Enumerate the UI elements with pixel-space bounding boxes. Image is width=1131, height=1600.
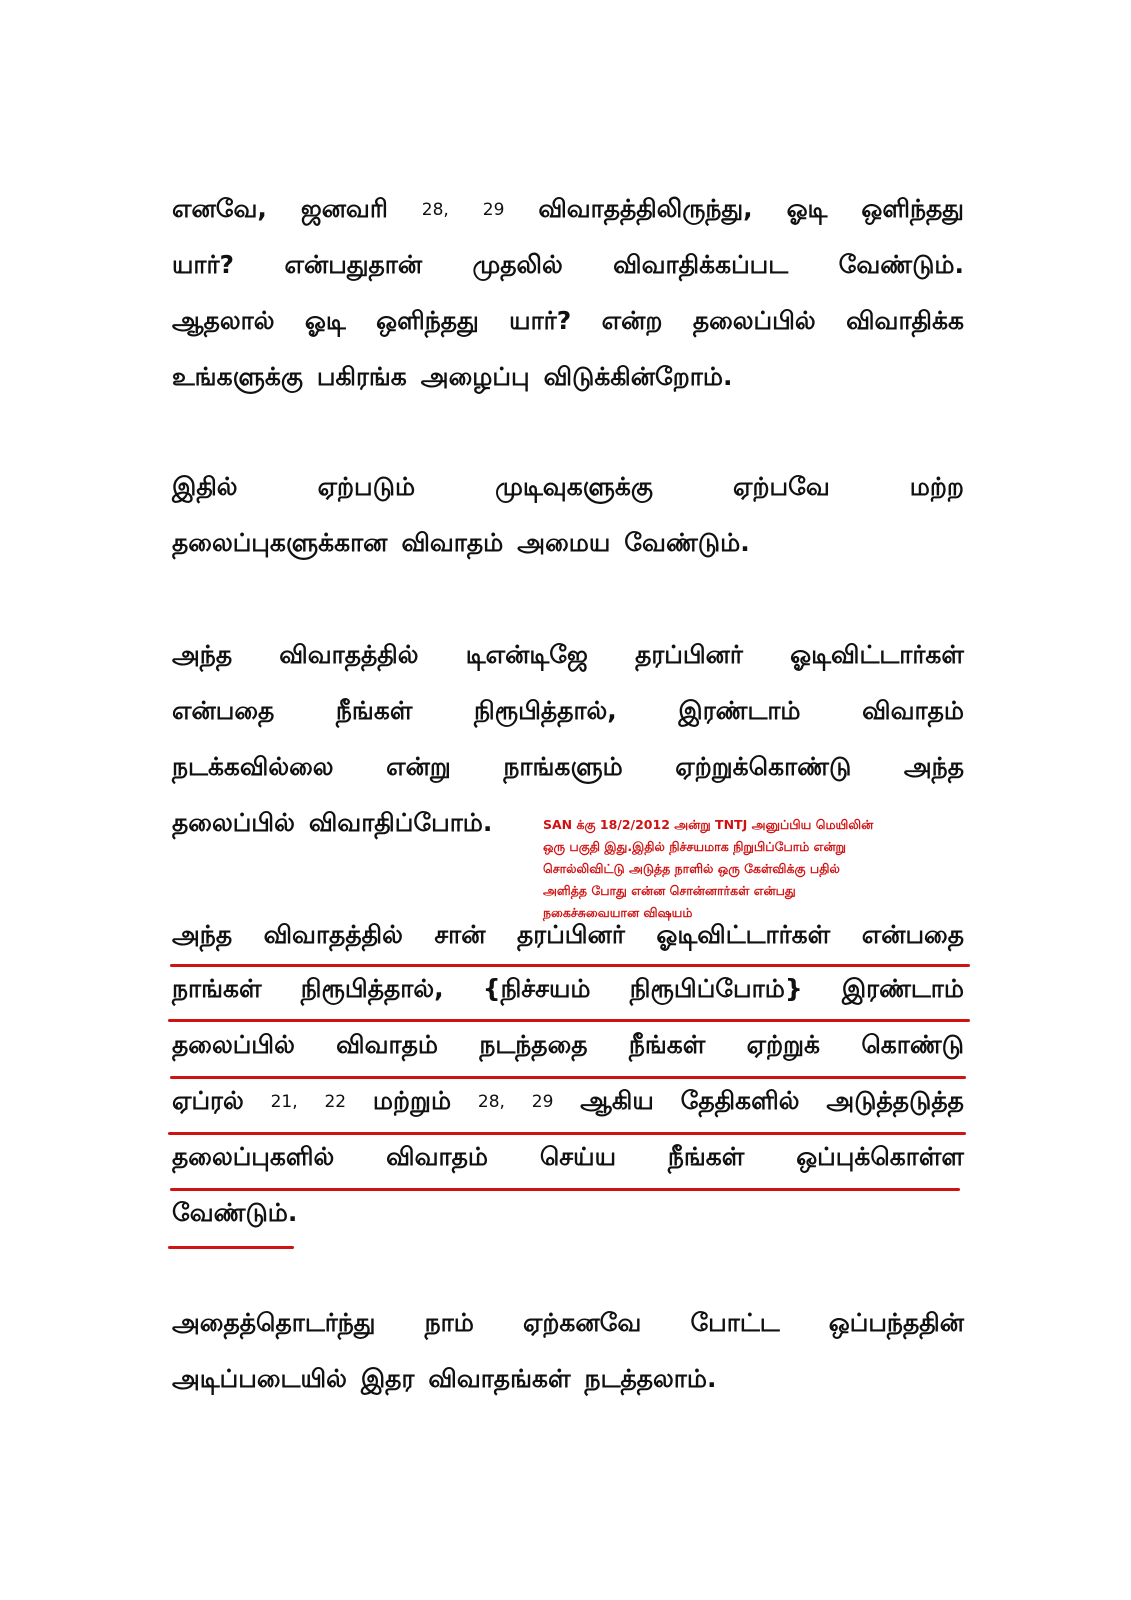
word: ஒளிந்தது	[376, 305, 479, 335]
word: விவாதிப்போம்.	[308, 807, 493, 837]
paragraph-2-line-2	[172, 522, 964, 566]
word: தரப்பினர்	[517, 919, 625, 949]
word: ஒளிந்தது	[861, 193, 964, 223]
red-underline	[170, 964, 970, 967]
word: நிரூபித்தால்,	[473, 695, 617, 725]
paragraph-5-line-2	[172, 1358, 964, 1402]
word: ஏற்பவே	[733, 471, 830, 501]
word: நிரூபிப்போம்}	[629, 973, 803, 1003]
paragraph-4-line-6	[172, 1192, 372, 1236]
word: அந்த	[903, 751, 964, 781]
paragraph-1-line-2	[172, 244, 964, 288]
word: நீங்கள்	[335, 695, 413, 725]
word: வேண்டும்.	[172, 1197, 298, 1227]
paragraph-4-line-5	[172, 1136, 964, 1180]
word: டிஎன்டிஜே	[465, 639, 588, 669]
word: விவாதத்தில்	[263, 919, 403, 949]
word: ஜனவரி	[300, 193, 388, 223]
word: என்று	[386, 751, 451, 781]
word: தலைப்பில்	[172, 807, 295, 837]
number: 22	[324, 1092, 347, 1112]
word: விவாதம்	[386, 1141, 488, 1171]
word: வேண்டும்.	[838, 249, 964, 279]
paragraph-3-line-1	[172, 634, 964, 678]
word: நீங்கள்	[667, 1141, 745, 1171]
word: இதில்	[172, 471, 238, 501]
word: அமைய	[517, 527, 611, 557]
word: ஓடிவிட்டார்கள்	[656, 919, 831, 949]
paragraph-3-line-4	[172, 802, 512, 846]
word: யார்?	[172, 249, 235, 279]
word: விவாதத்திலிருந்து,	[538, 193, 753, 223]
word: தலைப்புகளில்	[172, 1141, 335, 1171]
word: விவாதிக்க	[846, 305, 964, 335]
word: விவாதிக்கப்பட	[613, 249, 789, 279]
word: முதலில்	[472, 249, 563, 279]
word: இரண்டாம்	[678, 695, 801, 725]
word: தலைப்புகளுக்கான	[172, 527, 388, 557]
paragraph-4-line-3	[172, 1024, 964, 1068]
annotation-line: நகைச்சுவையான விஷயம்	[543, 905, 693, 920]
word: நாங்கள்	[172, 973, 262, 1003]
paragraph-2-line-1	[172, 466, 964, 510]
word: கொண்டு	[861, 1029, 964, 1059]
word: ஏற்றுக்கொண்டு	[675, 751, 852, 781]
word: ஏற்கனவே	[522, 1307, 642, 1337]
word: அந்த	[172, 919, 233, 949]
word: ஒப்புக்கொள்ள	[796, 1141, 964, 1171]
word: போட்ட	[690, 1307, 780, 1337]
word: நிரூபித்தால்,	[300, 973, 444, 1003]
word: ஒப்பந்ததின்	[828, 1307, 964, 1337]
word: சான்	[434, 919, 486, 949]
red-underline	[168, 1246, 294, 1249]
word: அடிப்படையில்	[172, 1363, 347, 1393]
word: ஆகிய	[580, 1085, 654, 1115]
word: உங்களுக்கு	[172, 361, 303, 391]
paragraph-1-line-3	[172, 300, 964, 344]
annotation-line: SAN க்கு 18/2/2012 அன்று TNTJ அனுப்பிய மெயிலின்	[543, 817, 874, 832]
word: ஓடி	[786, 193, 828, 223]
red-underline	[170, 1188, 960, 1191]
word: என்பதை	[172, 695, 275, 725]
word: ஏற்படும்	[317, 471, 416, 501]
word: ஆதலால்	[172, 305, 275, 335]
word: நீங்கள்	[628, 1029, 706, 1059]
number: 21,	[270, 1092, 298, 1112]
word: ஓடி	[304, 305, 346, 335]
word: தலைப்பில்	[172, 1029, 295, 1059]
word: ஓடிவிட்டார்கள்	[790, 639, 964, 669]
annotation-line: ஒரு பகுதி இது.இதில் நிச்சயமாக நிறுபிப்போம் என்று	[543, 839, 847, 854]
word: என்பதுதான்	[284, 249, 423, 279]
word: ஏற்றுக்	[746, 1029, 820, 1059]
word: பகிரங்க	[316, 361, 407, 391]
number: 28,	[477, 1092, 505, 1112]
number: 29	[482, 200, 505, 220]
word: அழைப்பு	[420, 361, 530, 391]
number: 29	[531, 1092, 554, 1112]
paragraph-4-line-4	[172, 1080, 964, 1124]
word: விடுக்கின்றோம்.	[543, 361, 733, 391]
word: தலைப்பில்	[692, 305, 816, 335]
word: நாம்	[424, 1307, 474, 1337]
word: {நிச்சயம்	[482, 973, 591, 1003]
word: மற்றும்	[372, 1085, 452, 1115]
word: முடிவுகளுக்கு	[495, 471, 653, 501]
word: விவாதம்	[401, 527, 504, 557]
word: தேதிகளில்	[680, 1085, 800, 1115]
word: அடுத்தடுத்த	[826, 1085, 964, 1115]
word: என்பதை	[861, 919, 964, 949]
paragraph-3-line-3	[172, 746, 964, 790]
word: நடந்ததை	[479, 1029, 588, 1059]
word: மற்ற	[909, 471, 964, 501]
word: அதைத்தொடர்ந்து	[172, 1307, 376, 1337]
paragraph-3-line-2	[172, 690, 964, 734]
paragraph-5-line-1	[172, 1302, 964, 1346]
paragraph-4-line-2	[172, 968, 964, 1012]
word: இரண்டாம்	[841, 973, 964, 1003]
red-underline	[170, 1076, 966, 1079]
word: ஏப்ரல்	[172, 1085, 244, 1115]
word: எனவே,	[172, 193, 267, 223]
word: விவாதம்	[862, 695, 964, 725]
word: வேண்டும்.	[624, 527, 750, 557]
word: தரப்பினர்	[635, 639, 743, 669]
word: யார்?	[509, 305, 572, 335]
word: நாங்களும்	[503, 751, 623, 781]
word: செய்ய	[539, 1141, 617, 1171]
word: என்ற	[601, 305, 663, 335]
word: விவாதம்	[336, 1029, 439, 1059]
annotation-line: அளித்த போது என்ன சொன்னார்கள் என்பது	[543, 883, 796, 898]
word: விவாதங்கள்	[428, 1363, 571, 1393]
number: 28,	[421, 200, 449, 220]
word: அந்த	[172, 639, 233, 669]
word: நடத்தலாம்.	[584, 1363, 717, 1393]
red-underline	[168, 1019, 970, 1022]
word: விவாதத்தில்	[279, 639, 419, 669]
annotation-note	[543, 814, 973, 924]
word: இதர	[360, 1363, 415, 1393]
paragraph-1-line-4	[172, 356, 964, 400]
paragraph-1-line-1	[172, 188, 964, 232]
red-underline	[168, 1132, 966, 1135]
annotation-line: சொல்லிவிட்டு அடுத்த நாளில் ஒரு கேள்விக்கு பதில்	[543, 861, 840, 876]
paragraph-4-line-1	[172, 914, 964, 958]
word: நடக்கவில்லை	[172, 751, 334, 781]
